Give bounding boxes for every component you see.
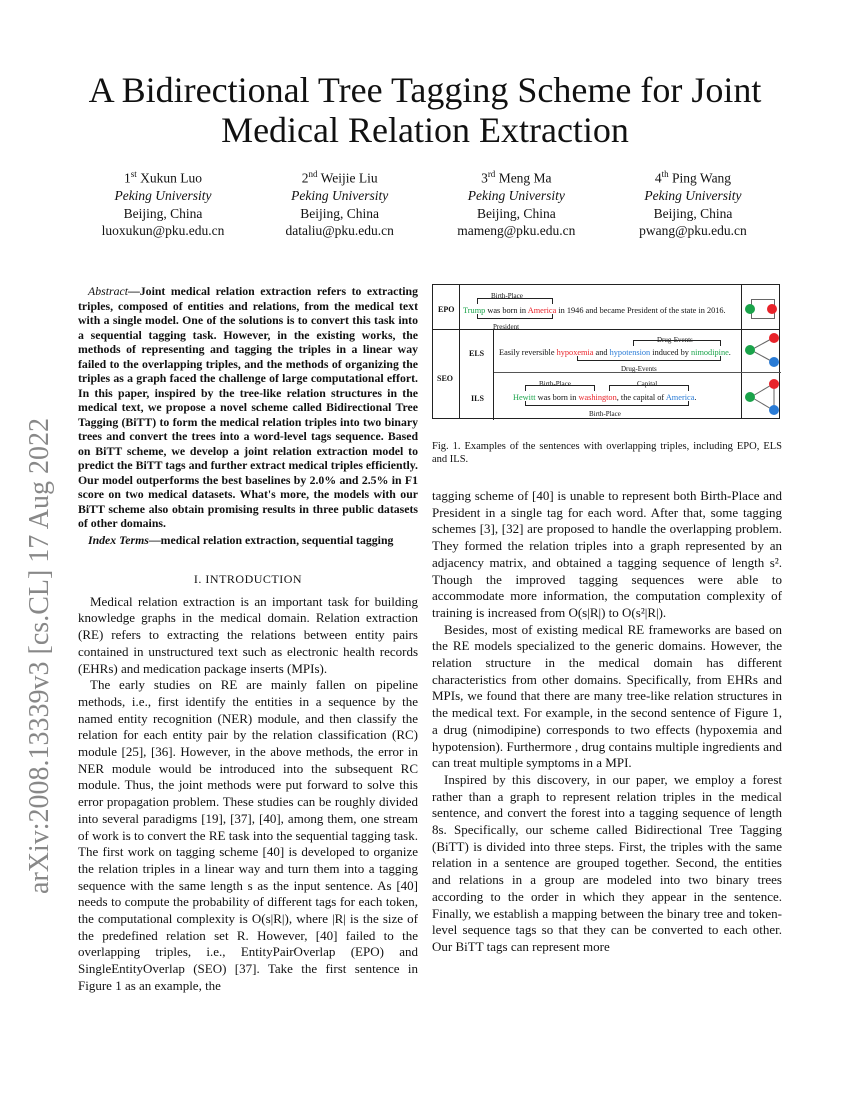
author-name: Xukun Luo [140, 170, 202, 186]
author-order-suffix: nd [308, 169, 318, 179]
entity-object: hypoxemia [556, 348, 594, 357]
relation-label: Drug-Events [657, 336, 693, 344]
left-column [78, 284, 418, 995]
entity-subject: Trump [463, 306, 486, 315]
author-email: dataliu@pku.edu.cn [285, 223, 394, 238]
graph-node-icon [767, 304, 777, 314]
author-email: pwang@pku.edu.cn [639, 223, 747, 238]
author [78, 166, 248, 240]
author-affiliation: Peking University [467, 188, 565, 203]
author [431, 166, 601, 240]
author-list [78, 166, 778, 240]
author-location: Beijing, China [653, 205, 733, 221]
relation-label: President [493, 323, 520, 331]
section-heading: I. INTRODUCTION [193, 572, 303, 586]
tree-graph-icon [743, 331, 781, 369]
author-location: Beijing, China [476, 205, 556, 221]
abstract-text: —Joint medical relation extraction refers to extracting triples, composed of entities and relations, from the medical text with a single model. One of the solutions is to convert this task into a sequential tagging task. However, in the existing works, the methods of representing and tagging the triples in a linear way failed to the overlapping triples, and the methods of organizing the triples as a graph faced the challenge of large computational effort. In this paper, inspired by the tree-like relation structures in the medical text, we propose a novel scheme called Bidirectional Tree Tagging (BiTT) to form the medical relation triples into two binary trees and convert the trees into a word-level tags sequence. Based on BiTT scheme, we develop a joint relation extraction model to predict the BiTT tags and further extract medical triples efficiently. Our model outperforms the best baselines by 2.0% and 2.5% in F1 score on two medical datasets. What's more, the models with our BiTT scheme also obtain promising results in three public datasets of other domains. [78, 284, 418, 530]
author-order: 2 [301, 170, 309, 186]
arxiv-identifier: arXiv:2008.13339v3 [cs.CL] 17 Aug 2022 [24, 418, 55, 894]
author-location: Beijing, China [123, 205, 203, 221]
sentence-text: induced by [650, 348, 691, 357]
paragraph: tagging scheme of [40] is unable to represent both Birth-Place and President in a single tag for each word. After that, some tagging schemes [3], [32] are proposed to handle the overlapping problem. They formed the relation triples into a graph represented by an adjacency matrix, and obtained a tagging sequence of length s². Though the improved tagging sequences were able to accommodate more information, the computation complexity of training is increased from O(s|R|) to O(s²|R|). [432, 488, 782, 620]
author-order-suffix: st [130, 169, 137, 179]
author-order-suffix: rd [487, 169, 496, 179]
author [255, 166, 425, 240]
ils-label: ILS [471, 394, 484, 403]
author-order: 4 [654, 170, 662, 186]
entity-object: America [665, 393, 695, 402]
figure-1 [432, 284, 780, 419]
relation-label: Drug-Events [621, 365, 657, 373]
figure-caption: Fig. 1. Examples of the sentences with overlapping triples, including EPO, ELS and ILS. [432, 441, 782, 465]
entity-object: hypotension [609, 348, 651, 357]
author-name: Weijie Liu [320, 170, 378, 186]
triangle-graph-icon [743, 377, 781, 417]
author-affiliation: Peking University [114, 188, 212, 203]
graph-node-icon [745, 304, 755, 314]
seo-label: SEO [437, 374, 454, 383]
entity-object: washington [578, 393, 617, 402]
sentence-text: . [728, 348, 731, 357]
index-terms-label: Index Terms [88, 532, 149, 547]
author-order-suffix: th [661, 169, 669, 179]
sentence-text: was born in [485, 306, 528, 315]
sentence-text: , the capital of [616, 393, 666, 402]
author-affiliation: Peking University [644, 188, 742, 203]
paragraph: Besides, most of existing medical RE frameworks are based on the RE models specialized to the generic domains. However, the relation structure in the medical domain has different characteristics from other domains. Specifically, from EHRs and MPIs, we found that there are many tree-like relation structures in the medical text. For example, in the second sentence of Figure 1, a drug (nimodipine) corresponds to two effects (hypoxemia and hypotension). Furthermore , drug contains multiple ingredients and can treat multiple symptoms in a MPI. [432, 621, 782, 771]
author-name: Ping Wang [672, 170, 732, 186]
paper-title: A Bidirectional Tree Tagging Scheme for Joint Medical Relation Extraction [88, 70, 762, 150]
author-order: 3 [481, 170, 488, 186]
epo-label: EPO [438, 305, 455, 314]
relation-label: Capital [637, 380, 658, 388]
entity-object: America [527, 306, 557, 315]
relation-label: Birth-Place [539, 380, 571, 388]
author-email: luoxukun@pku.edu.cn [101, 223, 225, 238]
abstract-label: Abstract [88, 284, 128, 298]
author-affiliation: Peking University [291, 188, 389, 203]
index-terms-text: —medical relation extraction, sequential tagging [148, 532, 394, 547]
entity-subject: Hewitt [513, 393, 536, 402]
paragraph: The early studies on RE are mainly fallen on pipeline methods, i.e., first identify the entities in a sequence by the named entity recognition (NER) module, and then classify the relation for each entity pair by the relation classification (RC) module [25], [36]. However, in the above methods, the error in NER module would be introduced into the subsequent RC module. Thus, the joint methods were put forward to solve this error propagation problem. These studies can be roughly divided into several paradigms [19], [37], [40], among them, one stream of work is to convert the RE task into the sequential tagging task. The first work on tagging scheme [40] is developed to organize the relation triples in a linear way and turn them into a tagging sequence with the same length s as the input sentence. As [40] needs to compute the probability of different tags for each token, the computational complexity is O(s|R|), where |R| is the size of the predefined relation set R. However, [40] failed to the overlapping triples, i.e., EntityPairOverlap (EPO) and SingleEntityOverlap (SEO) [37]. Take the first sentence in Figure 1 as an example, the [78, 677, 418, 993]
author-name: Meng Ma [498, 170, 552, 186]
abstract [78, 284, 418, 531]
sentence-text: Easily reversible [499, 348, 557, 357]
paragraph: Medical relation extraction is an important task for building knowledge graphs in the medical domain. Relation extraction (RE) refers to extracting the relations between entity pairs contained in unstructured text such as electronic health records (EHRs) and medication package inserts (MPIs). [78, 593, 418, 676]
author-order: 1 [123, 170, 131, 186]
sentence-text: was born in [535, 393, 579, 402]
sentence-text: . [694, 393, 697, 402]
author-location: Beijing, China [300, 205, 380, 221]
els-label: ELS [469, 349, 485, 358]
right-column [432, 284, 782, 956]
index-terms [78, 533, 418, 548]
relation-label: Birth-Place [589, 410, 621, 418]
author-email: mameng@pku.edu.cn [457, 223, 576, 238]
sentence-text: in 1946 and became President of the state in 2016. [556, 306, 726, 315]
sentence-text: and [593, 348, 610, 357]
author [608, 166, 778, 240]
paragraph: Inspired by this discovery, in our paper, we employ a forest rather than a graph to represent relation triples in the medical sentence, and convert the forest into a tagging sequence of length 8s. Specifically, our scheme called Bidirectional Tree Tagging (BiTT) is divided into three steps. First, the triples with the same relation in a sentence are grouped together. Second, the entities and relations in a group are modeled into two binary trees according to the order in which they appear in the sentence. Finally, we establish a mapping between the binary tree and token-level sequence tags so that they can be converted to each other. Our BiTT tags can represent more [432, 771, 782, 954]
relation-label: Birth-Place [491, 292, 523, 300]
entity-subject: nimodipine [690, 348, 729, 357]
